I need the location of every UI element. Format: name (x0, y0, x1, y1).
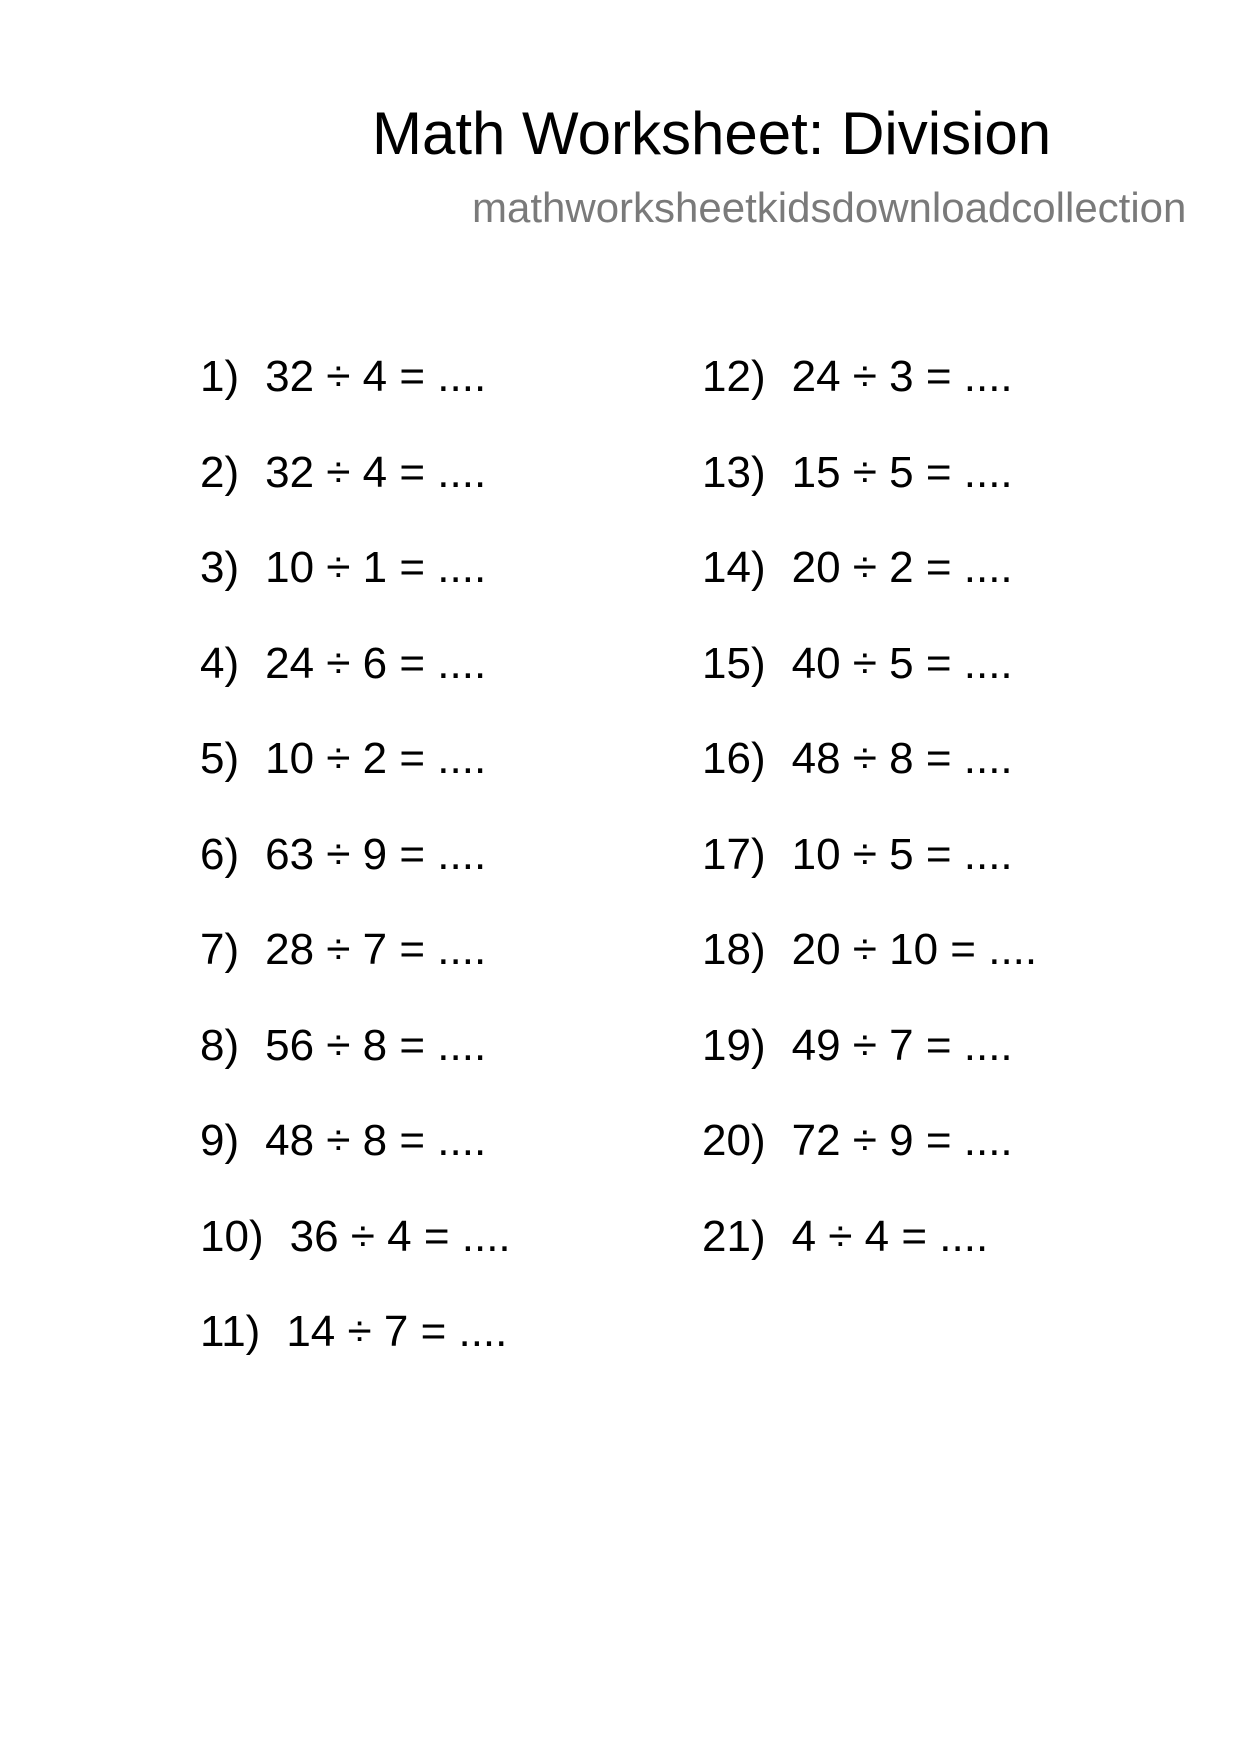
problem-number: 4) (200, 638, 240, 688)
problem-number: 6) (200, 829, 240, 879)
problem-6 (200, 830, 511, 926)
problem-number: 8) (200, 1020, 240, 1070)
problem-5 (200, 734, 511, 830)
problem-expression: 10 ÷ 5 = .... (791, 829, 1013, 879)
problem-number: 21) (702, 1211, 766, 1261)
problem-number: 16) (702, 734, 766, 783)
problem-number: 18) (702, 925, 766, 974)
problem-expression: 63 ÷ 9 = .... (265, 829, 487, 879)
problem-expression: 48 ÷ 8 = .... (791, 734, 1013, 783)
problem-1 (200, 352, 511, 448)
problem-expression: 36 ÷ 4 = .... (289, 1211, 511, 1261)
problem-12 (702, 352, 1037, 448)
problem-number: 17) (702, 829, 766, 879)
problem-13 (702, 448, 1037, 544)
problem-expression: 56 ÷ 8 = .... (265, 1020, 487, 1070)
problem-expression: 20 ÷ 10 = .... (791, 925, 1038, 974)
problem-19 (702, 1021, 1037, 1117)
problem-expression: 10 ÷ 2 = .... (265, 734, 487, 783)
problem-expression: 4 ÷ 4 = .... (791, 1211, 989, 1261)
problem-number: 20) (702, 1116, 766, 1165)
problem-expression: 24 ÷ 3 = .... (791, 352, 1013, 401)
problem-number: 11) (200, 1307, 261, 1356)
worksheet-subtitle: mathworksheetkidsdownloadcollection (472, 184, 1187, 231)
problem-15 (702, 639, 1037, 735)
problem-11 (200, 1307, 511, 1403)
problem-8 (200, 1021, 511, 1117)
problem-expression: 32 ÷ 4 = .... (265, 352, 487, 401)
problem-14 (702, 543, 1037, 639)
problem-expression: 28 ÷ 7 = .... (265, 925, 487, 974)
problem-number: 3) (200, 543, 240, 592)
problem-16 (702, 734, 1037, 830)
problem-expression: 24 ÷ 6 = .... (265, 638, 487, 688)
problem-number: 2) (200, 447, 240, 497)
problem-number: 13) (702, 447, 766, 497)
problem-expression: 14 ÷ 7 = .... (286, 1307, 508, 1356)
worksheet-title: Math Worksheet: Division (372, 100, 1052, 167)
problem-number: 12) (702, 352, 766, 401)
problem-list-left (200, 352, 511, 1403)
problem-expression: 48 ÷ 8 = .... (265, 1116, 487, 1165)
problem-number: 10) (200, 1211, 264, 1261)
problem-number: 7) (200, 925, 240, 974)
problem-number: 14) (702, 543, 766, 592)
problem-number: 19) (702, 1020, 766, 1070)
problem-expression: 20 ÷ 2 = .... (791, 543, 1013, 592)
problem-list-right (702, 352, 1037, 1307)
problem-18 (702, 925, 1037, 1021)
problem-number: 1) (200, 352, 240, 401)
problem-expression: 10 ÷ 1 = .... (265, 543, 487, 592)
problem-expression: 15 ÷ 5 = .... (791, 447, 1013, 497)
problem-10 (200, 1212, 511, 1308)
problem-7 (200, 925, 511, 1021)
problem-expression: 32 ÷ 4 = .... (265, 447, 487, 497)
problem-number: 5) (200, 734, 240, 783)
problem-expression: 72 ÷ 9 = .... (791, 1116, 1013, 1165)
problem-9 (200, 1116, 511, 1212)
problem-20 (702, 1116, 1037, 1212)
problem-2 (200, 448, 511, 544)
problem-expression: 40 ÷ 5 = .... (791, 638, 1013, 688)
problem-21 (702, 1212, 1037, 1308)
problem-number: 9) (200, 1116, 240, 1165)
problem-4 (200, 639, 511, 735)
problem-expression: 49 ÷ 7 = .... (791, 1020, 1013, 1070)
problem-17 (702, 830, 1037, 926)
problem-number: 15) (702, 638, 766, 688)
problem-3 (200, 543, 511, 639)
